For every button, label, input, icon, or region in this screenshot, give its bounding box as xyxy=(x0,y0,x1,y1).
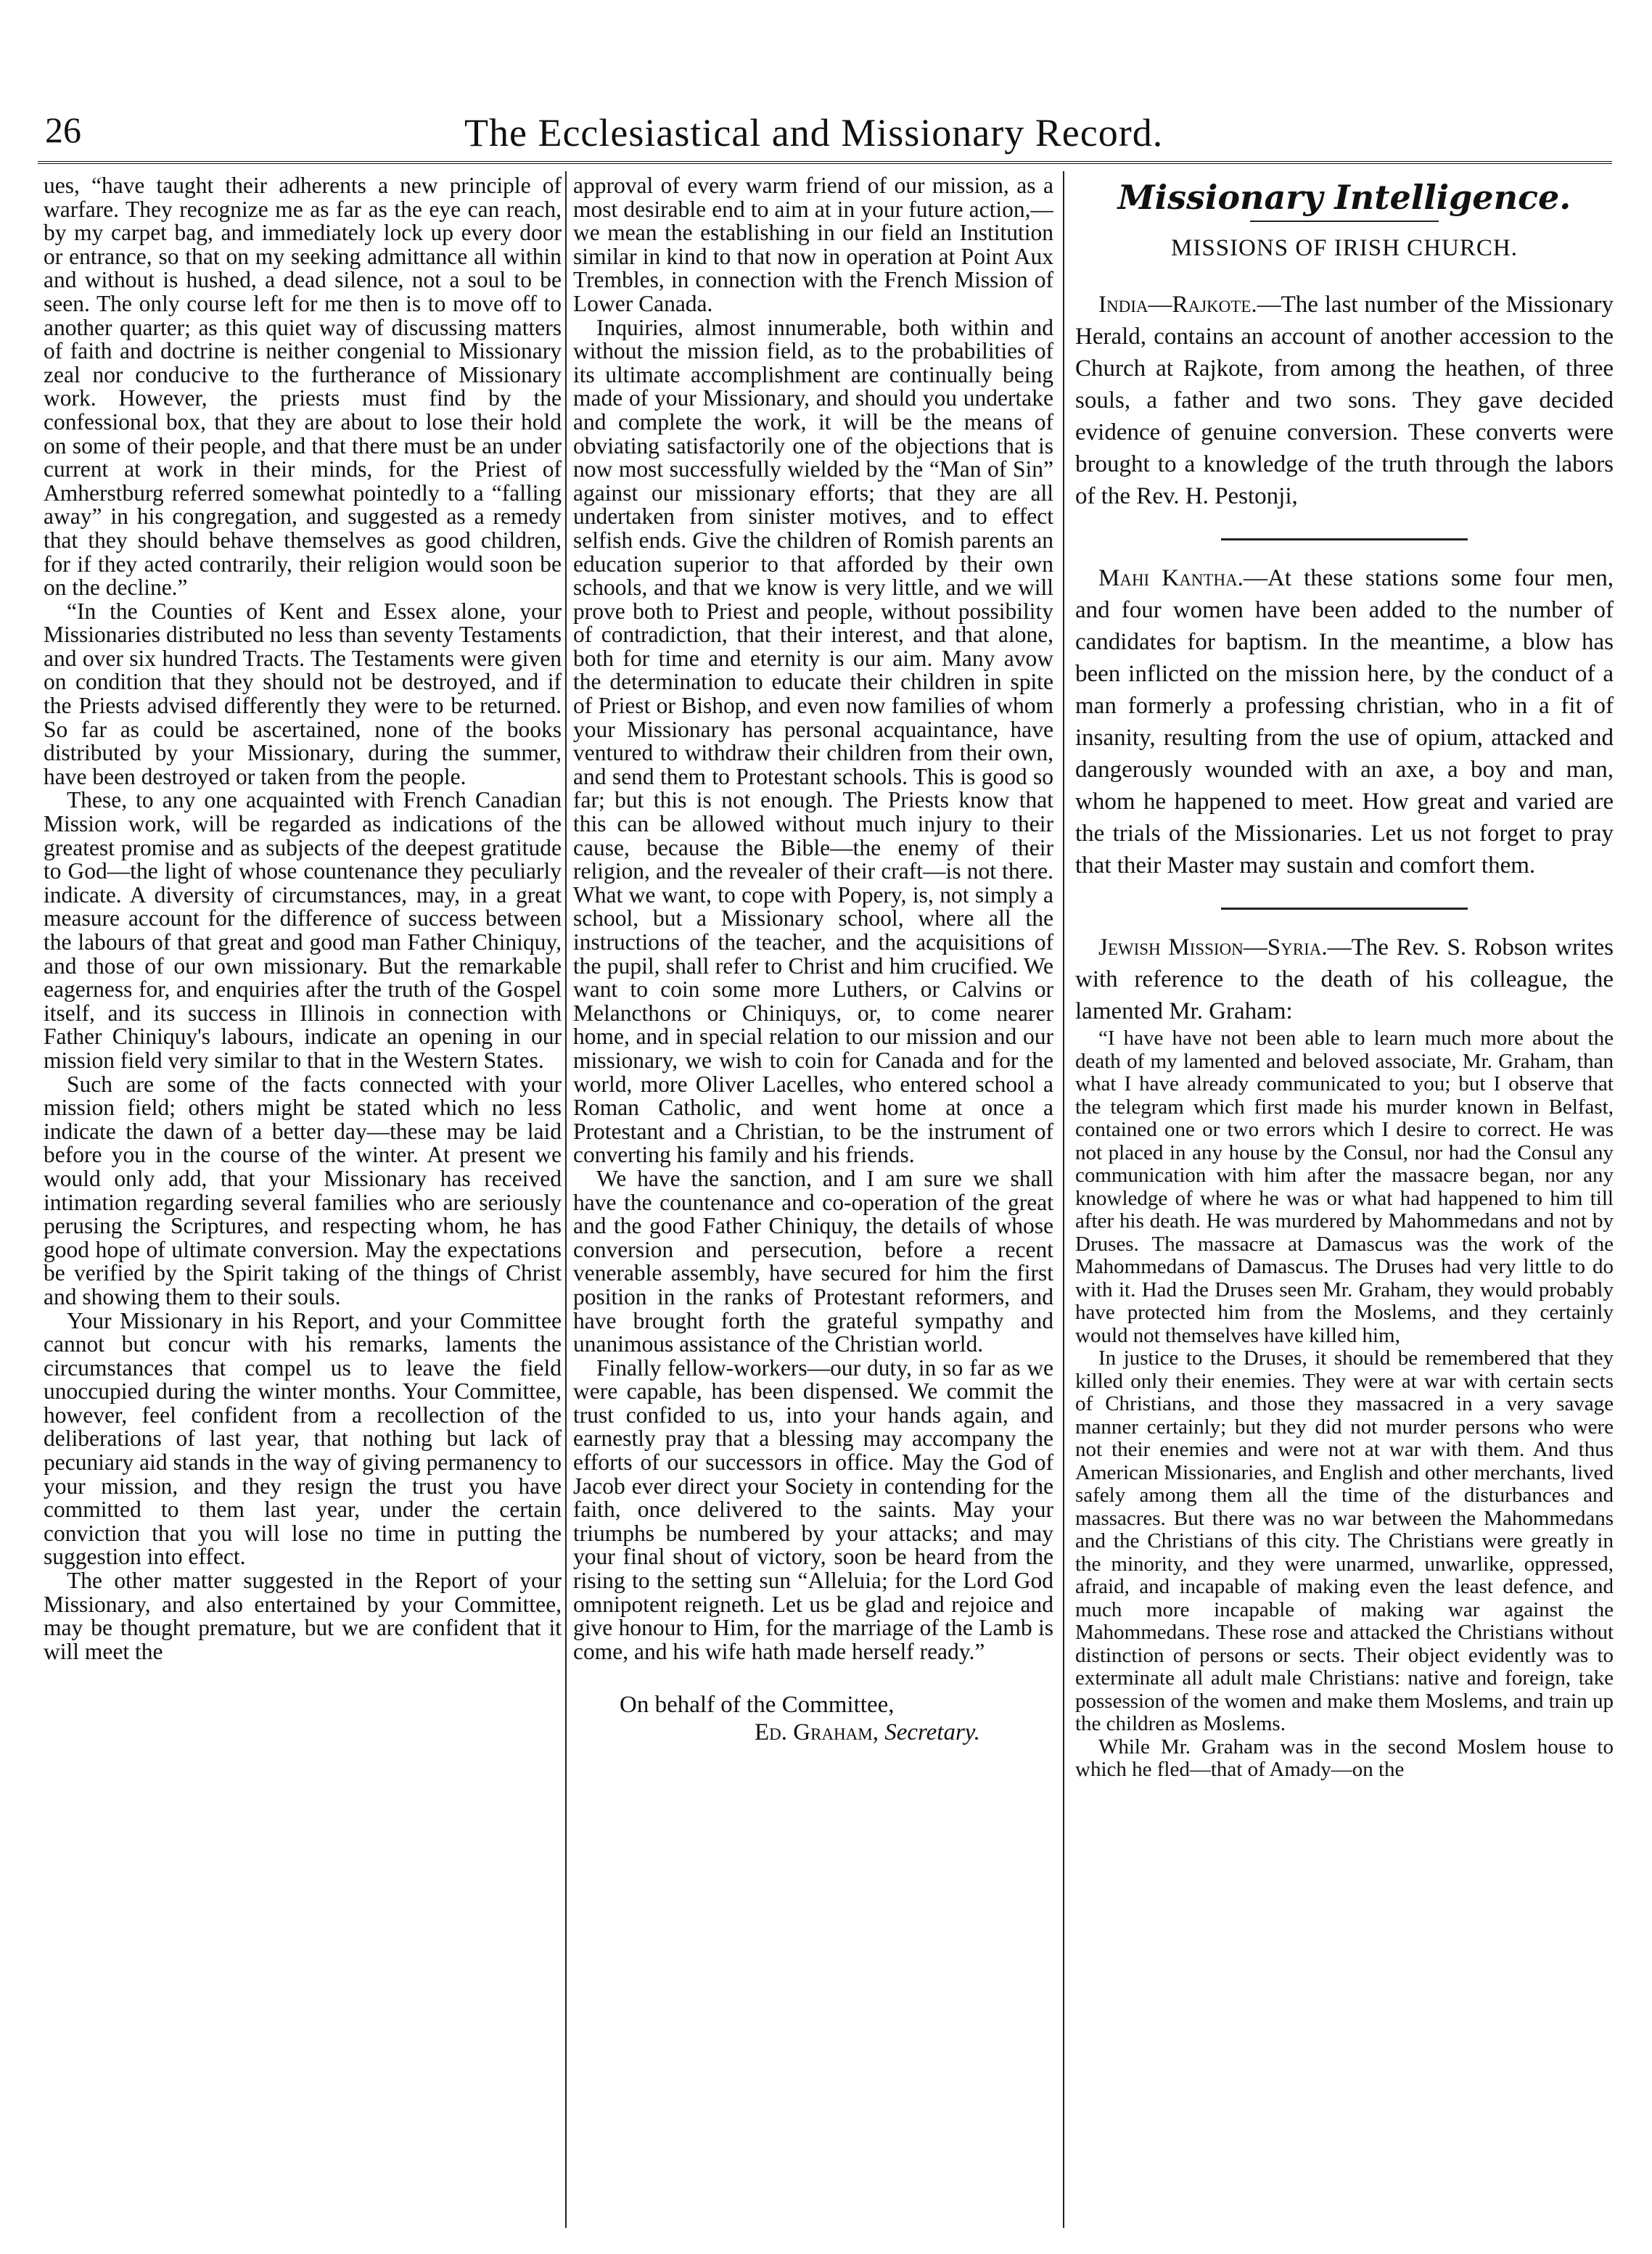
column-left xyxy=(44,174,562,2228)
paragraph: Such are some of the facts connected with your mission field; others might be stated which no less indicate the dawn of a better day—these may be laid before you in the course of the winter. At present we would only add, that your Missionary has received intimation regarding several families who are seriously perusing the Scriptures, and respecting whom, he has good hope of ultimate conversion. May the expectations be verified by the Spirit taking of the things of Christ and showing them to their souls. xyxy=(44,1071,562,1309)
running-head-title: The Ecclesiastical and Missionary Record. xyxy=(464,111,1164,155)
paragraph: Your Missionary in his Report, and your Committee cannot but concur with his remarks, laments the circumstances that compel us to leave the field unoccupied during the winter months. Your Committee, however, feel confident from a recollection of the deliberations of last year, that nothing but lack of pecuniary aid stands in the way of giving permanency to your mission, and they resign the trust you have committed to them last year, under the certain conviction that you will lose no time in putting the suggestion into effect. xyxy=(44,1307,562,1570)
column-rule xyxy=(565,171,567,2228)
section-rule xyxy=(1221,538,1468,540)
item-label: Jewish Mission—Syria. xyxy=(1098,934,1328,961)
column-rule xyxy=(1063,171,1064,2228)
item-text: —The last number of the Missionary Herald, contains an account of another accession to the Church at Rajkote, from among the heathen, of three souls, a father and two sons. They gave decided evidence of genuine conversion. These converts were brought to a knowledge of the truth through the labors of the Rev. H. Pestonji, xyxy=(1075,292,1614,509)
column-middle xyxy=(573,174,1053,2228)
signature-name: Ed. Graham, xyxy=(755,1719,879,1746)
news-item-india xyxy=(1075,289,1614,512)
item-text: —At these stations some four men, and four women have been added to the number of candidates for baptism. In the meantime, a blow has been inflicted on the mission here, by the conduct of a man formerly a professing christian, who in a fit of insanity, resulting from the use of opium, attacked and dangerously wounded with an axe, a boy and man, whom he happened to meet. How great and varied are the trials of the Missionaries. Let us not forget to pray that their Master may sustain and comfort them. xyxy=(1075,565,1614,879)
paragraph: “In the Counties of Kent and Essex alone, your Missionaries distributed no less than seventy Testaments and over six hundred Tracts. The Testaments were given on condition that they should not be destroyed, and if the Priests advised differently they were to be returned. So far as could be ascertained, none of the books distributed by your Missionary, during the summer, have been destroyed or taken from the people. xyxy=(44,598,562,789)
paragraph: Inquiries, almost innumerable, both within and without the mission field, as to the probabilities of its ultimate accomplishment are continually being made of your Missionary, and should you undertake and complete the work, it will be the means of obviating satisfactorily one of the objections that is now most successfully wielded by the “Man of Sin” against our missionary efforts; that they are all undertaken from sinister motives, and to effect selfish ends. Give the children of Romish parents an education superior to that afforded by their own schools, and that we know is very little, and we will prove both to Priest and people, without possibility of contradiction, that their interest, and that alone, both for time and eternity is our aim. Many avow the determination to educate their children in spite of Priest or Bishop, and even now families of whom your Missionary has personal acquaintance, have ventured to withdraw their children from their own, and send them to Protestant schools. This is good so far; but this is not enough. The Priests know that this can be allowed without much injury to their cause, because the Bible—the enemy of their religion, and the revealer of their craft—is not there. What we want, to cope with Popery, is, not simply a school, but a Missionary school, where all the instructions of the teacher, and the acquisitions of the pupil, shall refer to Christ and him crucified. We want to coin some more Luthers, or Calvins or Melancthons or Chiniquys, or, to come nearer home, and in special relation to our mission and our missionary, we wish to coin for Canada and for the world, more Oliver Lacelles, who entered school a Roman Catholic, and went home at once a Protestant and a Christian, to be the instrument of converting his family and his friends. xyxy=(573,314,1053,1168)
signature-committee: On behalf of the Committee, xyxy=(620,1692,895,1719)
section-rule xyxy=(1221,908,1468,910)
page-number: 26 xyxy=(45,110,81,150)
paragraph: These, to any one acquainted with French Canadian Mission work, will be regarded as indications of the greatest promise and as subjects of the deepest gratitude to God—the light of whose countenance they peculiarly indicate. A diversity of circumstances, may, in a great measure account for the difference of success between the labours of that great and good man Father Chiniquy, and those of our own missionary. But the remarkable eagerness for, and enquiries after the truth of the Gospel itself, and its success in Illinois in connection with Father Chiniquy's labours, indicate an opening in our mission field very similar to that in the Western States. xyxy=(44,787,562,1073)
section-subheading: MISSIONS OF IRISH CHURCH. xyxy=(1171,235,1518,261)
item-label: Mahi Kantha. xyxy=(1098,565,1244,591)
section-heading: Missionary Intelligence. xyxy=(1117,178,1571,217)
column-right xyxy=(1075,174,1614,2228)
paragraph: Finally fellow-workers—our duty, in so far as we were capable, has been dispensed. We commit the trust confided to us, into your hands again, and earnestly pray that a blessing may accompany the efforts of our successors in office. May the God of Jacob ever direct your Society in contending for the faith, once delivered to the saints. May your triumphs be numbered by your attacks; and may your final shout of victory, soon be heard from the rising to the setting sun “Alleluia; for the Lord God omnipotent reigneth. Let us be glad and rejoice and give honour to Him, for the marriage of the Lamb is come, and his wife hath made herself ready.” xyxy=(573,1354,1053,1664)
quote-paragraph: “I have have not been able to learn much more about the death of my lamented and beloved associate, Mr. Graham, than what I have already communicated to you; but I observe that the telegram which first made his murder known in Belfast, contained one or two errors which I desire to correct. He was not placed in any house by the Consul, nor had the Consul any communication with him after the massacre began, nor any knowledge of where he was or what had happened to him till after his death. He was murdered by Mahommedans and not by Druses. The massacre at Damascus was the work of the Mahommedans of Damascus. The Druses had very little to do with it. Had the Druses seen Mr. Graham, they would probably have protected him from the Moslems, and they certainly would not themselves have killed him, xyxy=(1075,1027,1614,1347)
news-item-mahi-kantha xyxy=(1075,562,1614,881)
news-item-syria xyxy=(1075,931,1614,1027)
signature-line xyxy=(573,1719,1053,1746)
paragraph: We have the sanction, and I am sure we shall have the countenance and co-operation of the great and the good Father Chiniquy, the details of whose conversion and persecution, before a recent venerable assembly, have secured for him the first position in the ranks of Protestant reformers, and have brought forth the grateful sympathy and unanimous assistance of the Christian world. xyxy=(573,1165,1053,1357)
quote-paragraph: While Mr. Graham was in the second Moslem house to which he fled—that of Amady—on the xyxy=(1075,1735,1614,1781)
quoted-letter xyxy=(1075,1027,1614,1782)
heading-rule xyxy=(1250,221,1439,222)
signature-role: Secretary. xyxy=(884,1719,980,1746)
quote-paragraph: In justice to the Druses, it should be remembered that they killed only their enemies. They were at war with certain sects of Christians, and those they massacred in a very savage manner certainly; but they did not murder persons who were not their enemies and were not at war with them. And thus American Missionaries, and English and other merchants, lived safely among them all the time of the disturbances and massacres. But there was no war between the Mahommedans and the Christians of this city. The Christians were greatly in the minority, and they were unarmed, unwarlike, oppressed, afraid, and incapable of making even the least defence, and much more incapable of making war against the Mahommedans. These rose and attacked the Christians without distinction of persons or sects. Their object evidently was to exterminate all adult male Christians: native and foreign, take possession of the women and make them Moslems, and train up the children as Moslems. xyxy=(1075,1346,1614,1735)
paragraph: The other matter suggested in the Report of your Missionary, and also entertained by your Committee, may be thought premature, but we are confident that it will meet the xyxy=(44,1568,562,1664)
paragraph: approval of every warm friend of our mission, as a most desirable end to aim at in your future action,—we mean the establishing in our field an Institution similar in kind to that now in operation at Point Aux Trembles, in connection with the French Mission of Lower Canada. xyxy=(573,174,1053,316)
header-rule xyxy=(38,161,1612,164)
signature-block xyxy=(573,1691,1053,1746)
item-label: India—Rajkote. xyxy=(1098,292,1257,318)
paragraph: ues, “have taught their adherents a new principle of warfare. They recognize me as far as the eye can reach, by my carpet bag, and immediately lock up every door or entrance, so that on my seeking admittance all within and without is hushed, a dead silence, not a soul to be seen. The only course left for me then is to move off to another quarter; as this quiet way of discussing matters of faith and doctrine is neither congenial to Missionary zeal nor conducive to the furtherance of Missionary work. However, the priests must find by the confessional box, that they are about to lose their hold on some of their people, and that there must be an under current at work in their minds, for the Priest of Amherstburg referred somewhat pointedly to a “falling away” in his congregation, and suggested as a remedy that they should behave themselves as good children, for if they acted contrarily, their religion would soon be on the decline.” xyxy=(44,174,562,601)
item-text: —The Rev. S. Robson writes with reference to the death of his colleague, the lamented Mr. Graham: xyxy=(1075,934,1614,1024)
